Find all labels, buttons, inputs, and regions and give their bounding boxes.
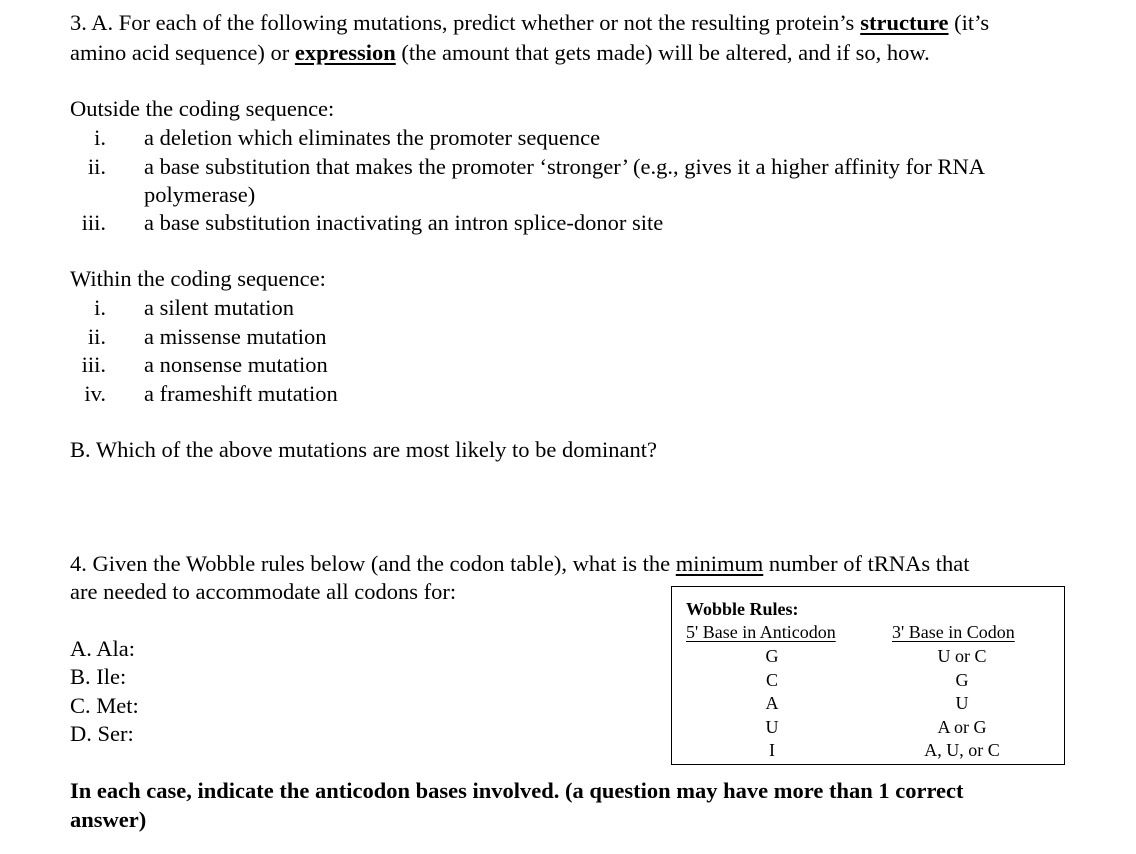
within-item-4-text: a frameshift mutation xyxy=(144,381,338,406)
within-item-4-num: iv. xyxy=(84,381,106,406)
wobble-codon-1: U or C xyxy=(937,646,987,666)
outside-item-2-num: ii. xyxy=(87,154,106,179)
q4-footer-line2: answer) xyxy=(70,807,147,832)
q3-structure-word: structure xyxy=(860,10,949,35)
wobble-anticodon-3: A xyxy=(765,693,779,713)
wobble-codon-2: G xyxy=(955,670,969,690)
outside-heading: Outside the coding sequence: xyxy=(70,96,335,121)
q3-part-b: B. Which of the above mutations are most likely to be dominant? xyxy=(70,437,657,462)
q4-prompt-line1 xyxy=(70,549,970,578)
q4-line1-part1: 4. Given the Wobble rules below (and the codon table), what is the xyxy=(70,551,671,576)
answer-ile: B. Ile: xyxy=(70,664,127,689)
q3-expression-word: expression xyxy=(294,40,396,65)
answer-ala: A. Ala: xyxy=(70,636,135,661)
within-item-3-text: a nonsense mutation xyxy=(144,352,328,377)
outside-item-1-num: i. xyxy=(94,125,106,150)
answer-met: C. Met: xyxy=(70,693,139,718)
within-item-1-text: a silent mutation xyxy=(144,295,294,320)
wobble-codon-5: A, U, or C xyxy=(924,740,1000,760)
outside-item-2-text-cont: polymerase) xyxy=(144,182,256,207)
wobble-codon-4: A or G xyxy=(937,717,987,737)
outside-item-3-num: iii. xyxy=(81,210,106,235)
q3-prompt-part1: 3. A. For each of the following mutations, predict whether or not the resulting protein’s xyxy=(70,10,855,35)
outside-item-2-text: a base substitution that makes the promoter ‘stronger’ (e.g., gives it a higher affinity for RNA xyxy=(144,154,986,179)
q3-prompt-part2: (it’s xyxy=(954,10,990,35)
q4-minimum-word: minimum xyxy=(675,551,764,576)
q3-line2-part1: amino acid sequence) or xyxy=(70,40,290,65)
outside-item-1-text: a deletion which eliminates the promoter sequence xyxy=(144,125,601,150)
outside-item-3-text: a base substitution inactivating an intron splice-donor site xyxy=(144,210,664,235)
q4-footer-line1: In each case, indicate the anticodon bases involved. (a question may have more than 1 correct xyxy=(70,778,964,803)
wobble-codon-3: U xyxy=(955,693,969,713)
within-item-1-num: i. xyxy=(94,295,106,320)
wobble-col2-header: 3' Base in Codon xyxy=(892,622,1015,642)
wobble-col1-header: 5' Base in Anticodon xyxy=(686,622,836,642)
q3-prompt-line2 xyxy=(70,38,930,67)
wobble-title: Wobble Rules: xyxy=(686,599,799,619)
wobble-rules-table xyxy=(671,586,1065,765)
wobble-anticodon-4: U xyxy=(765,717,779,737)
q4-prompt-line2: are needed to accommodate all codons for: xyxy=(70,579,457,604)
within-item-2-text: a missense mutation xyxy=(144,324,327,349)
wobble-anticodon-5: I xyxy=(769,740,775,760)
answer-ser: D. Ser: xyxy=(70,721,134,746)
q4-line1-part2: number of tRNAs that xyxy=(768,551,970,576)
wobble-anticodon-1: G xyxy=(765,646,779,666)
within-item-3-num: iii. xyxy=(81,352,106,377)
wobble-anticodon-2: C xyxy=(765,670,778,690)
within-heading: Within the coding sequence: xyxy=(70,266,326,291)
within-item-2-num: ii. xyxy=(87,324,106,349)
q3-line2-part2: (the amount that gets made) will be altered, and if so, how. xyxy=(401,40,930,65)
q3-prompt-line1 xyxy=(70,8,989,37)
